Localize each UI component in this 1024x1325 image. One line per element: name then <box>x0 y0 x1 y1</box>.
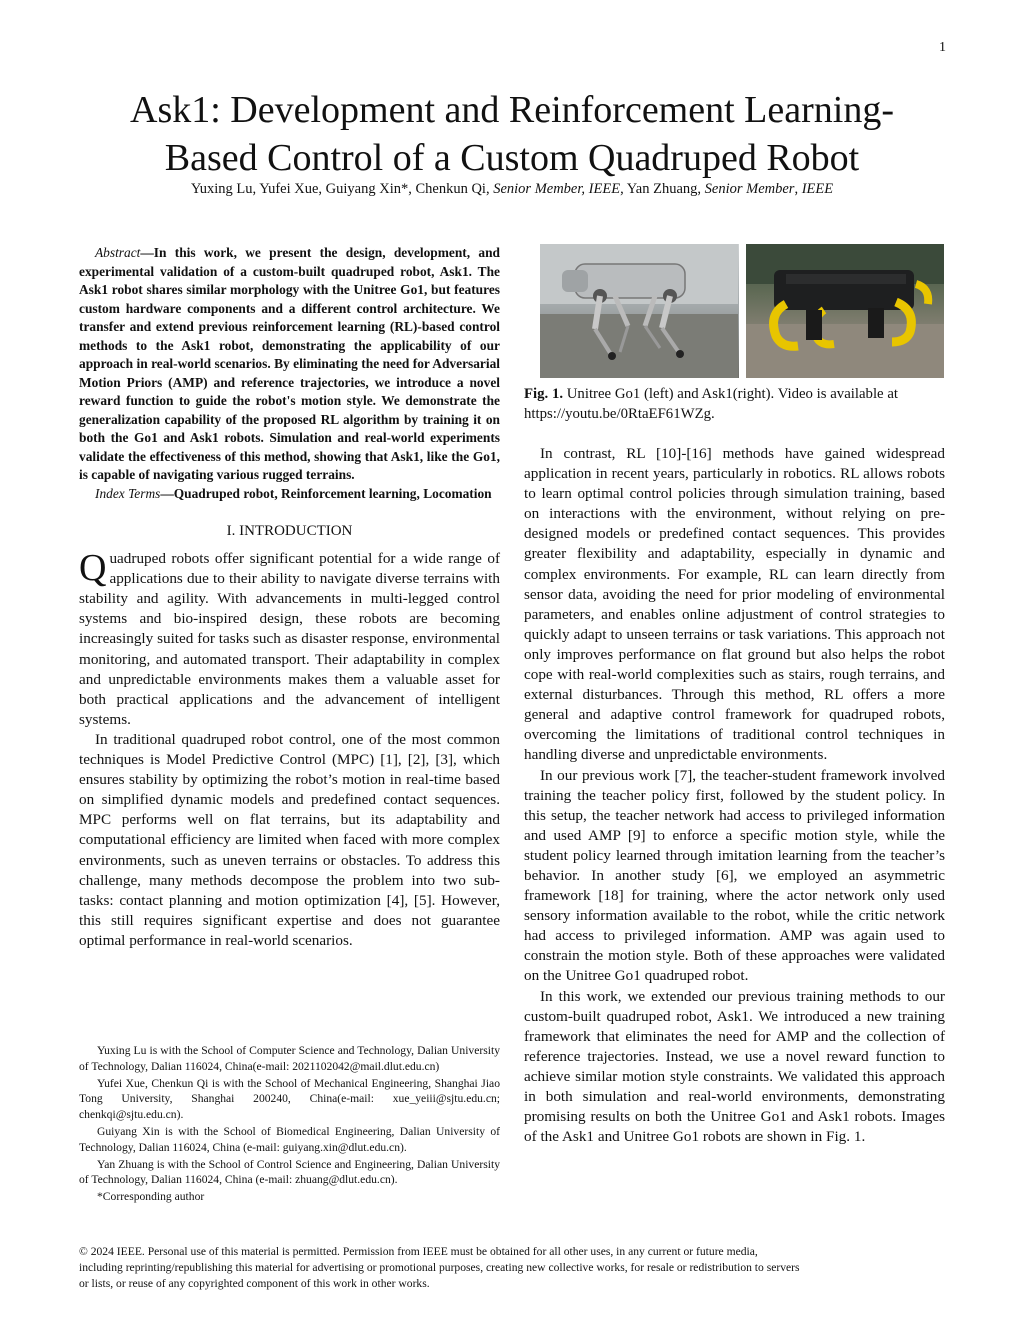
index-terms-lead: Index Terms <box>95 485 161 501</box>
intro-paragraph-1-text: uadruped robots offer significant potential for a wide range of applications due to their ability to navigate diverse terrains with stability and agility. With advancements in multi-legged control systems and bio-inspired design, these robots are becoming increasingly suited for tasks such as disaster response, environmental monitoring, and automated transport. Their adaptability in complex and unpredictable environments makes them a valuable asset for both practical applications and the advancement of intelligent systems. <box>79 550 500 728</box>
right-column <box>524 244 945 1147</box>
abstract <box>79 244 500 485</box>
index-terms <box>79 485 500 504</box>
right-paragraph-3: In this work, we extended our previous training methods to our custom-built quadruped robot, Ask1. We introduced a new training framework that eliminates the need for AMP and the collection of reference trajectories. Instead, we use a novel reward function to achieve similar motion style constraints. We validated this approach in both simulation and real-world environments, demonstrating promising results on both the Unitree Go1 and Ask1 robots. Images of the Ask1 and Unitree Go1 robots are shown in Fig. 1. <box>524 987 945 1146</box>
intro-paragraph-2: In traditional quadruped robot control, one of the most common techniques is Model Predictive Control (MPC) [1], [2], [3], which ensures stability by optimizing the robot’s motion in real-time based on simplified dynamic models and predefined contact sequences. MPC performs well on flat terrains, but its adaptability and computational efficiency are limited when faced with more complex environments, such as uneven terrains or obstacles. To address this challenge, many methods decompose the problem into two sub-tasks: contact planning and motion optimization [4], [5]. However, this still requires significant expertise and does not guarantee optimal performance in real-world scenarios. <box>79 730 500 949</box>
author-names-1: Yuxing Lu, Yufei Xue, Guiyang Xin*, Chenkun Qi, <box>190 181 494 197</box>
drop-cap: Q <box>79 547 107 590</box>
footnote: *Corresponding author <box>97 1190 205 1204</box>
index-terms-text: —Quadruped robot, Reinforcement learning, Locomation <box>160 485 492 501</box>
copyright-line-3: or lists, or reuse of any copyrighted component of this work in other works. <box>79 1276 430 1290</box>
right-paragraph-1: In contrast, RL [10]-[16] methods have gained widespread application in recent years, particularly in robotics. RL allows robots to learn optimal control policies through simulation training, based on interactions with the environment, without relying on pre-designed models or predefined contact sequences. This provides greater flexibility and adaptability, especially in dynamic and complex environments. For example, RL can learn directly from sensor data, avoiding the need for prior modeling of environmental parameters, and enables online adjustment of control strategies to quickly adapt to unseen terrains or task variations. This approach not only improves performance on flat ground but also helps the robot cope with real-world complexities such as stairs, rough terrains, and external disturbances. Through this method, RL offers a more general and adaptive control framework for quadruped robots, overcoming the limitations of traditional control techniques in handling diverse and unpredictable environments. <box>524 445 945 764</box>
abstract-text: —In this work, we present the design, development, and experimental validation of a custom-built quadruped robot, Ask1. The Ask1 robot shares similar morphology with the Unitree Go1, but features custom hardware components and a different control architecture. We transfer and extend previous reinforcement learning (RL)-based control methods to the Ask1 robot, demonstrating the applicability of our approach in real-world scenarios. By eliminating the need for Adversarial Motion Priors (AMP) and reference trajectories, we introduce a novel reward function to guide the robot's motion style. We demonstrate the generalization capability of the proposed RL algorithm by training it on both the Go1 and Ask1 robots. Simulation and real-world experiments validate the effectiveness of this method, showing that Ask1, like the Go1, is capable of navigating various rugged terrains. <box>79 245 500 482</box>
go1-robot-photo <box>540 244 739 378</box>
title-line-2: Based Control of a Custom Quadruped Robot <box>164 137 860 179</box>
abstract-lead: Abstract <box>95 245 141 260</box>
figure-1-images <box>540 244 944 378</box>
page-number: 1 <box>939 40 946 55</box>
copyright-line-1: © 2024 IEEE. Personal use of this material is permitted. Permission from IEEE must be obtained for all other uses, in any current or future media, <box>79 1245 758 1258</box>
figure-label: Fig. 1. <box>524 386 564 402</box>
author-sep: , <box>794 181 802 197</box>
footnote: Guiyang Xin is with the School of Biomedical Engineering, Dalian University of Technology, Dalian 116024, China (e-mail: guiyang.xin@dlut.edu.cn). <box>79 1124 500 1154</box>
left-column <box>79 244 500 951</box>
ask1-robot-photo <box>746 244 945 378</box>
author-role-2: Senior Member <box>704 181 795 197</box>
right-paragraph-2: In our previous work [7], the teacher-student framework involved training the teacher policy first, followed by the student policy. In this setup, the teacher network had access to privileged information and used AMP [9] to enforce a specific motion style, while the student policy learned through imitation learning from the teacher’s behavior. In another study [6], we employed an asymmetric framework [18] for training, where the actor network only used sensory information available to the robot, while the critic network had access to privileged information. AMP was again used to constrain the motion style. Both of these approaches were validated on the Unitree Go1 quadruped robot. <box>524 766 945 985</box>
title-line-1: Ask1: Development and Reinforcement Learning- <box>130 89 894 131</box>
figure-caption-text: Unitree Go1 (left) and Ask1(right). Video is available at https://youtu.be/0RtaEF61WZg. <box>524 386 899 422</box>
ask1-robot-illustration <box>746 244 944 378</box>
paper-title <box>60 86 964 182</box>
go1-robot-illustration <box>540 244 738 378</box>
footnote: Yuxing Lu is with the School of Computer Science and Technology, Dalian University of Technology, Dalian 116024, China(e-mail: 2021102042@mail.dlut.edu.cn) <box>79 1044 500 1073</box>
intro-paragraph-1 <box>79 549 500 730</box>
author-names-2: , Yan Zhuang, <box>620 181 705 197</box>
section-heading-introduction: I. INTRODUCTION <box>226 523 353 539</box>
copyright-line-2: including reprinting/republishing this material for advertising or promotional purposes, creating new collective works, for resale or redistribution to servers <box>79 1260 800 1274</box>
author-list <box>40 181 984 198</box>
author-footnotes <box>79 1043 500 1206</box>
figure-1-caption <box>524 384 945 424</box>
copyright-notice <box>79 1244 959 1291</box>
footnote: Yufei Xue, Chenkun Qi is with the School of Mechanical Engineering, Shanghai Jiao Tong University, Shanghai 200240, China(e-mail: xue_yeiii@sjtu.edu.cn; chenkqi@sjtu.edu.cn). <box>79 1076 500 1122</box>
author-role-3: IEEE <box>801 181 834 197</box>
footnote: Yan Zhuang is with the School of Control Science and Engineering, Dalian University of Technology, Dalian 116024, China (e-mail: zhuang@dlut.edu.cn). <box>79 1157 500 1187</box>
author-role-1: Senior Member, IEEE <box>493 181 621 197</box>
